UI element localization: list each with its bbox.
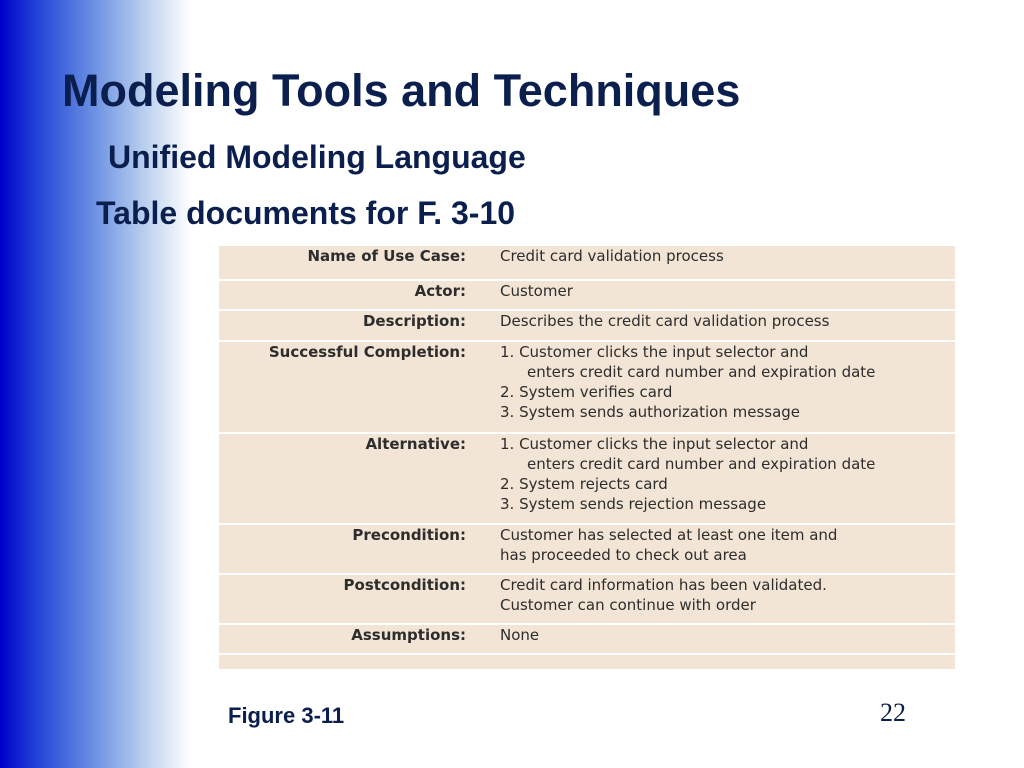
table-row [219, 280, 955, 310]
use-case-table [219, 246, 955, 655]
row-label: Successful Completion: [268, 343, 466, 361]
slide-subtitle: Unified Modeling Language [108, 139, 526, 175]
slide-title: Modeling Tools and Techniques [62, 65, 741, 116]
row-label: Actor: [414, 282, 466, 300]
value-line: 3. System sends rejection message [500, 495, 767, 513]
value-line: Credit card information has been validated. [500, 576, 827, 594]
table-row [219, 624, 955, 654]
value-line: 1. Customer clicks the input selector and [500, 343, 809, 361]
value-line: Customer [500, 282, 573, 300]
value-line: 3. System sends authorization message [500, 403, 801, 421]
row-label: Description: [362, 312, 466, 330]
row-label: Name of Use Case: [307, 247, 466, 265]
value-line: 2. System rejects card [500, 475, 668, 493]
table-row [219, 341, 955, 433]
slide-subtitle-secondary: Table documents for F. 3-10 [96, 195, 516, 231]
value-line: 1. Customer clicks the input selector and [500, 435, 809, 453]
table-row [219, 524, 955, 574]
value-line: None [500, 626, 540, 644]
row-value [500, 624, 955, 654]
value-line: enters credit card number and expiration date [527, 363, 876, 381]
row-value [500, 524, 955, 574]
row-label: Precondition: [352, 526, 466, 544]
value-line: Describes the credit card validation process [500, 312, 830, 330]
row-label: Alternative: [365, 435, 466, 453]
use-case-table-figure [219, 246, 955, 670]
value-line: enters credit card number and expiration date [527, 455, 876, 473]
table-row [219, 310, 955, 341]
row-value [500, 280, 955, 310]
row-value [500, 433, 955, 524]
row-value [500, 310, 955, 341]
value-line: 2. System verifies card [500, 383, 673, 401]
row-label: Postcondition: [343, 576, 466, 594]
table-row [219, 246, 955, 280]
value-line: Customer has selected at least one item and [500, 526, 838, 544]
table-row [219, 574, 955, 624]
value-line: Customer can continue with order [500, 596, 756, 614]
table-row [219, 433, 955, 524]
row-value [500, 574, 955, 624]
figure-caption: Figure 3-11 [228, 703, 345, 728]
value-line: has proceeded to check out area [500, 546, 747, 564]
row-label: Assumptions: [351, 626, 466, 644]
row-value [500, 246, 955, 280]
value-line: Credit card validation process [500, 247, 724, 265]
row-value [500, 341, 955, 433]
page-number: 22 [880, 698, 906, 727]
